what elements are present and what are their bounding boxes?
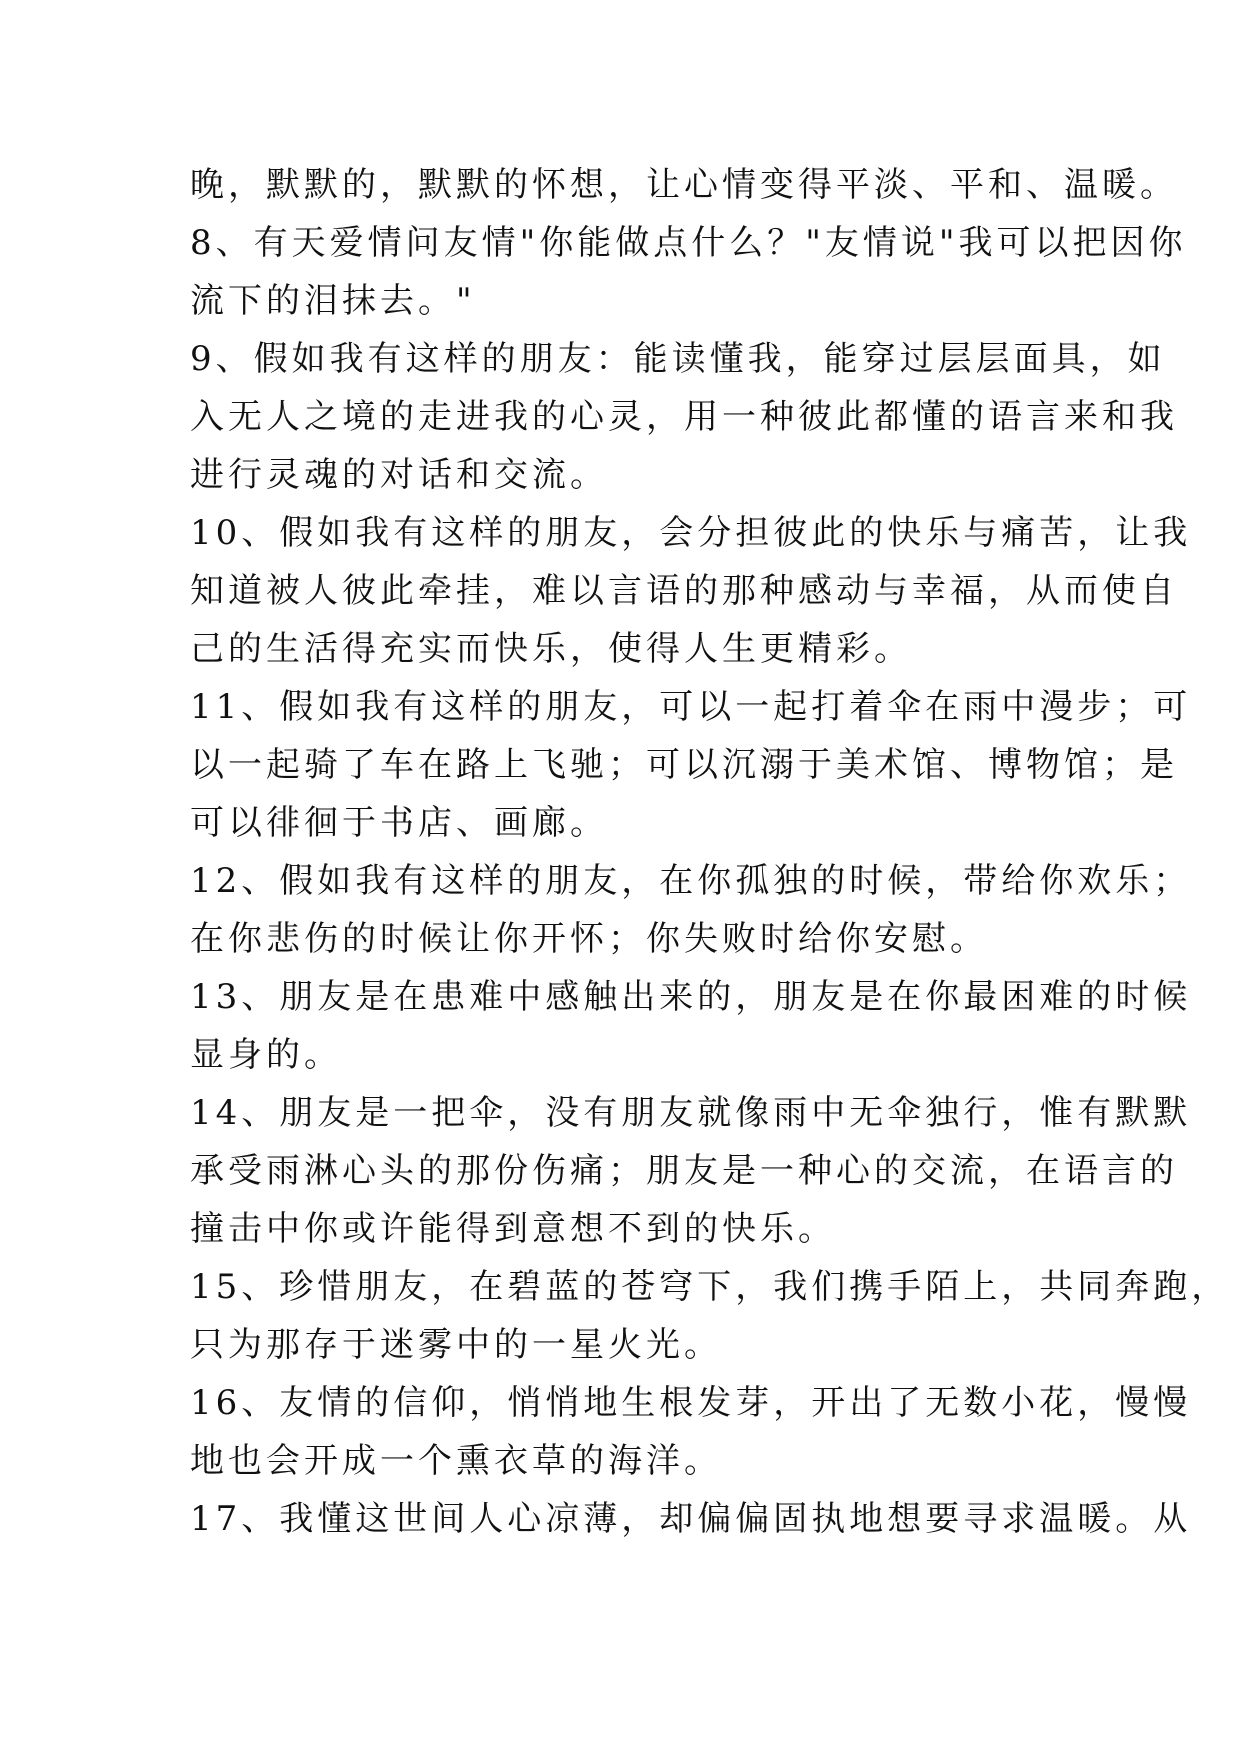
text-line: 入无人之境的走进我的心灵，用一种彼此都懂的语言来和我 (190, 397, 1178, 437)
text-line: 地也会开成一个熏衣草的海洋。 (190, 1441, 722, 1481)
text-line: 撞击中你或许能得到意想不到的快乐。 (190, 1209, 836, 1249)
text-line: 14、朋友是一把伞，没有朋友就像雨中无伞独行，惟有默默 (190, 1093, 1192, 1133)
text-line: 知道被人彼此牵挂，难以言语的那种感动与幸福，从而使自 (190, 571, 1178, 611)
text-line: 12、假如我有这样的朋友，在你孤独的时候，带给你欢乐； (190, 861, 1192, 901)
text-line: 承受雨淋心头的那份伤痛；朋友是一种心的交流，在语言的 (190, 1151, 1178, 1191)
text-line: 13、朋友是在患难中感触出来的，朋友是在你最困难的时候 (190, 977, 1192, 1017)
text-line: 以一起骑了车在路上飞驰；可以沉溺于美术馆、博物馆；是 (190, 745, 1178, 785)
text-line: 晚，默默的，默默的怀想，让心情变得平淡、平和、温暖。 (190, 165, 1178, 205)
text-line: 10、假如我有这样的朋友，会分担彼此的快乐与痛苦，让我 (190, 513, 1192, 553)
text-line: 11、假如我有这样的朋友，可以一起打着伞在雨中漫步；可 (190, 687, 1192, 727)
text-line: 流下的泪抹去。" (190, 281, 476, 321)
text-line: 16、友情的信仰，悄悄地生根发芽，开出了无数小花，慢慢 (190, 1383, 1192, 1423)
text-line: 显身的。 (190, 1035, 342, 1075)
text-line: 15、珍惜朋友，在碧蓝的苍穹下，我们携手陌上，共同奔跑， (190, 1267, 1230, 1307)
text-line: 可以徘徊于书店、画廊。 (190, 803, 608, 843)
text-line: 17、我懂这世间人心凉薄，却偏偏固执地想要寻求温暖。从 (190, 1499, 1192, 1539)
text-line: 9、假如我有这样的朋友：能读懂我，能穿过层层面具，如 (190, 339, 1166, 379)
text-line: 在你悲伤的时候让你开怀；你失败时给你安慰。 (190, 919, 988, 959)
text-line: 己的生活得充实而快乐，使得人生更精彩。 (190, 629, 912, 669)
text-line: 8、有天爱情问友情"你能做点什么？"友情说"我可以把因你 (190, 223, 1187, 263)
text-line: 只为那存于迷雾中的一星火光。 (190, 1325, 722, 1365)
text-line: 进行灵魂的对话和交流。 (190, 455, 608, 495)
